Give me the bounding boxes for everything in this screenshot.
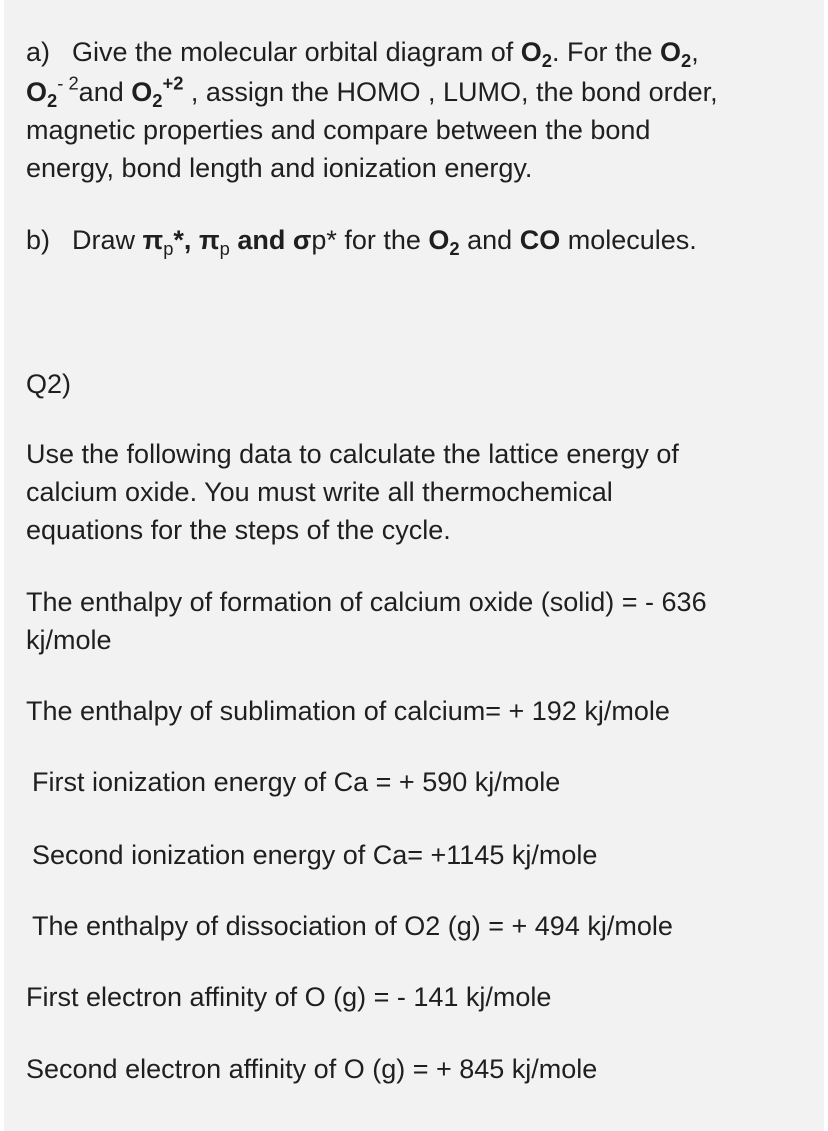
o2-subscript-b: 2 <box>449 237 460 259</box>
peroxide-subscript: 2 <box>47 89 58 111</box>
question-a-text-mid: . For the <box>551 37 661 67</box>
question-a-line-2 <box>26 74 718 110</box>
o2-formula: O <box>520 37 542 67</box>
second-ionization-energy: Second ionization energy of Ca= +1145 kj/mole <box>32 840 598 870</box>
co-formula: CO <box>519 225 561 255</box>
o2-subscript: 2 <box>541 49 552 71</box>
q2-intro-line-1: Use the following data to calculate the lattice energy of <box>26 439 679 469</box>
q2-intro-line-2: calcium oxide. You must write all thermochemical <box>26 477 613 507</box>
sublimation-enthalpy: The enthalpy of sublimation of calcium= + 192 kj/mole <box>26 696 670 726</box>
formation-enthalpy-unit: kj/mole <box>26 625 112 655</box>
question-a-line-3: magnetic properties and compare between the bond <box>26 115 651 145</box>
for-the-text: for the <box>336 225 429 255</box>
peroxide-charge: - 2 <box>57 72 79 94</box>
comma: , <box>691 37 699 67</box>
pi-symbol-2: π <box>198 225 220 255</box>
second-electron-affinity: Second electron affinity of O (g) = + 845 kj/mole <box>26 1054 598 1084</box>
question-a-text: Give the molecular orbital diagram of <box>72 37 521 67</box>
dioxygen-cation-formula: O <box>131 77 153 107</box>
p-star: p* <box>311 225 337 255</box>
p-subscript-2: p <box>219 237 230 259</box>
draw-text: Draw <box>72 225 143 255</box>
question-a-line-2-text: , assign the HOMO , LUMO, the bond order, <box>183 77 718 107</box>
first-electron-affinity: First electron affinity of O (g) = - 141 kj/mole <box>26 982 552 1012</box>
dioxygen-cation-subscript: 2 <box>152 89 163 111</box>
dissociation-enthalpy: The enthalpy of dissociation of O2 (g) = + 494 kj/mole <box>32 911 673 941</box>
o2-subscript-2: 2 <box>681 49 692 71</box>
star-comma: *, <box>173 225 199 255</box>
document-page <box>4 0 824 1131</box>
question-b-label: b) <box>26 225 51 255</box>
question-a-line-1 <box>26 34 699 70</box>
o2-formula-2: O <box>660 37 682 67</box>
first-ionization-energy: First ionization energy of Ca = + 590 kj/mole <box>32 767 561 797</box>
and-sigma: and σ <box>237 225 312 255</box>
pi-symbol: π <box>142 225 164 255</box>
o2-formula-b: O <box>428 225 450 255</box>
and-text: and <box>78 77 132 107</box>
p-subscript: p <box>163 237 174 259</box>
formation-enthalpy: The enthalpy of formation of calcium oxide (solid) = - 636 <box>26 587 707 617</box>
molecules-text: molecules. <box>560 225 697 255</box>
q2-intro-line-3: equations for the steps of the cycle. <box>26 515 451 545</box>
question-a-label: a) <box>26 37 51 67</box>
and-text-b: and <box>459 225 520 255</box>
question-a-line-4: energy, bond length and ionization energy. <box>26 153 533 183</box>
q2-heading: Q2) <box>26 369 72 399</box>
dioxygen-cation-charge: +2 <box>162 72 184 94</box>
question-b-line <box>26 222 697 258</box>
peroxide-formula: O <box>26 77 48 107</box>
